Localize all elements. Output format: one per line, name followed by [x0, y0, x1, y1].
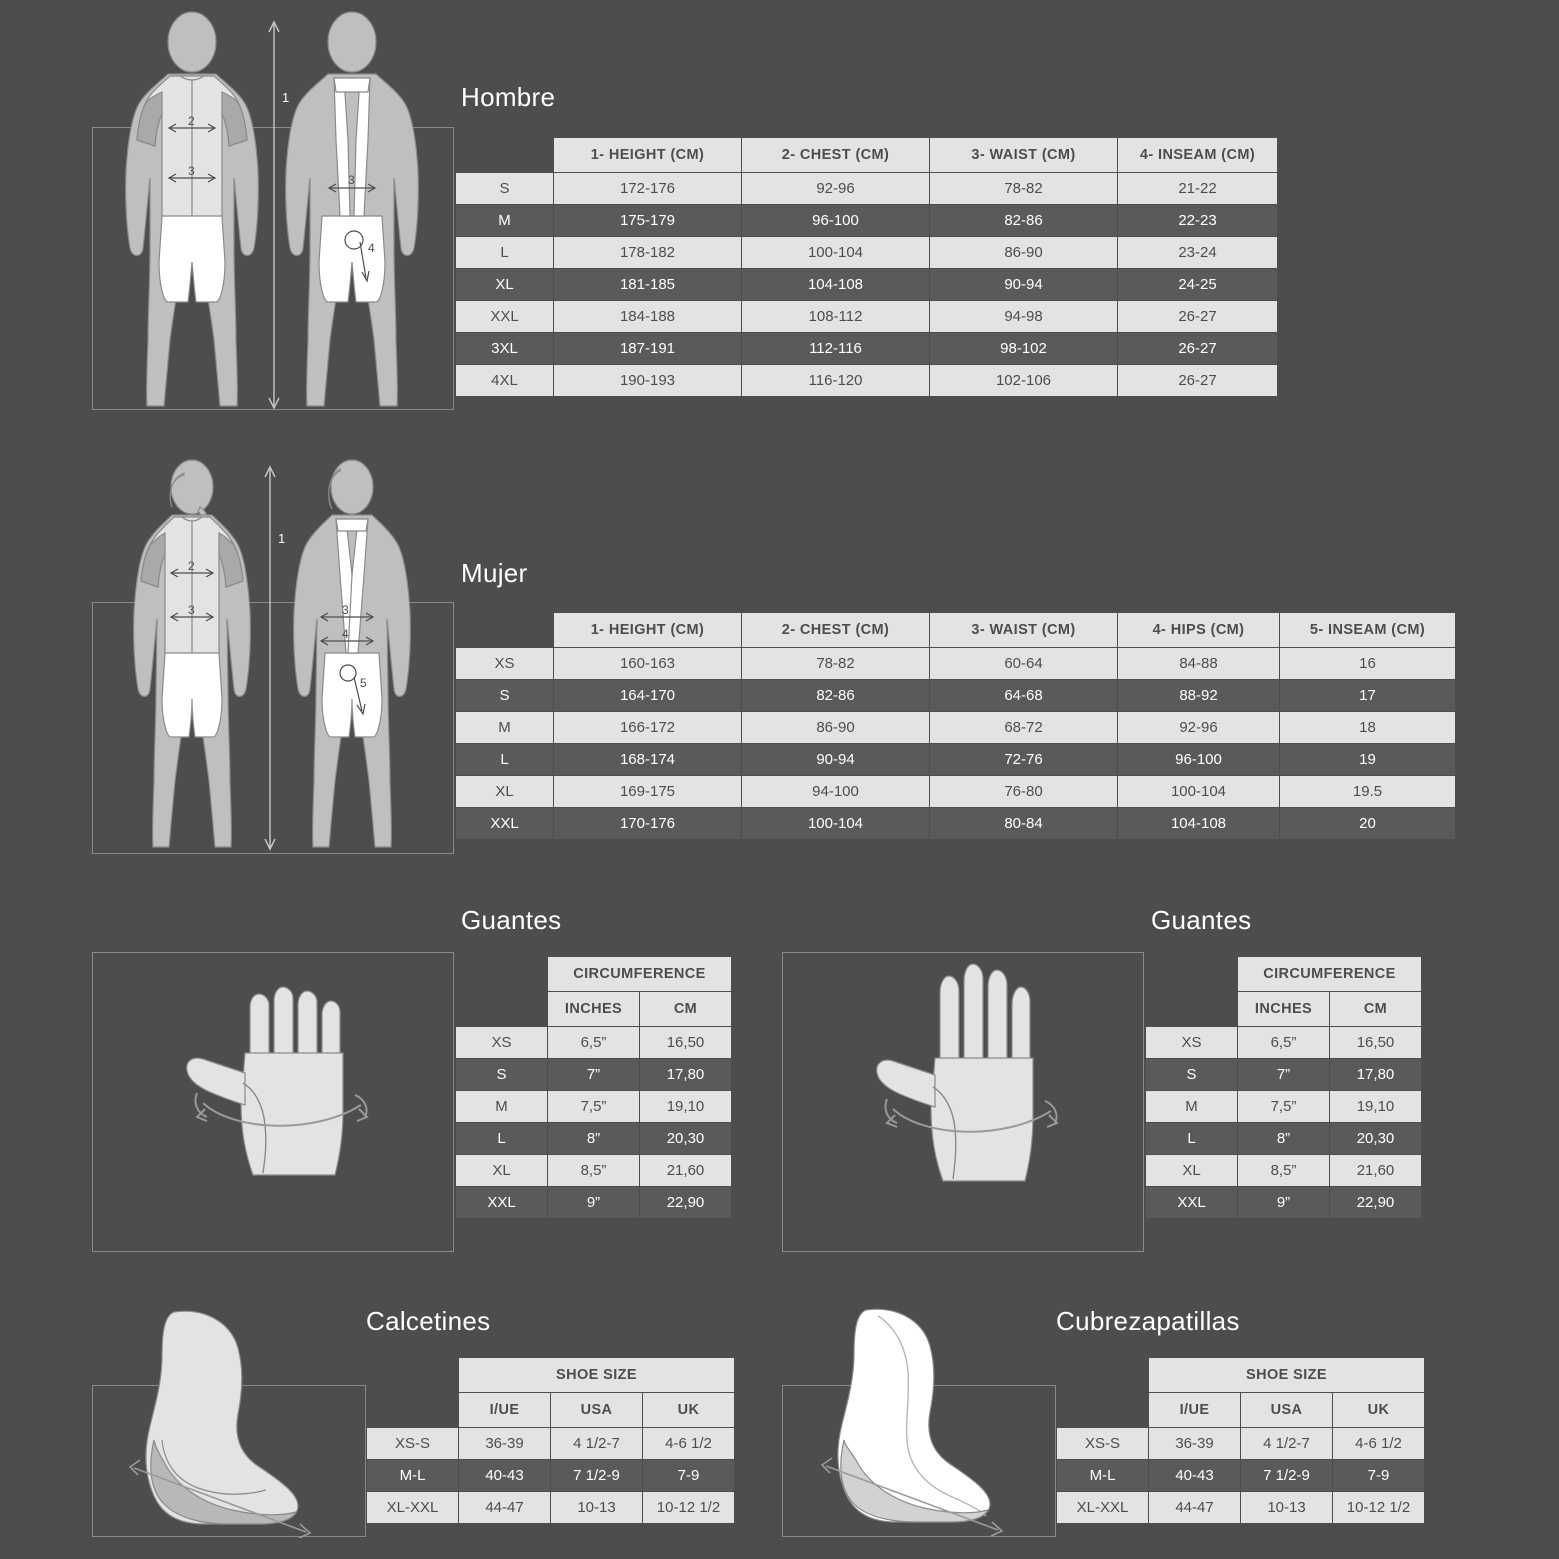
cell-value: 104-108 [1118, 808, 1280, 840]
table-row [456, 1091, 732, 1123]
cell-value: 6,5” [1238, 1027, 1330, 1059]
table-row [456, 744, 1456, 776]
cell-value: 169-175 [554, 776, 742, 808]
cell-value: 160-163 [554, 648, 742, 680]
table-row [1146, 1027, 1422, 1059]
cell-value: 8,5” [1238, 1155, 1330, 1187]
cell-value: 26-27 [1118, 333, 1278, 365]
guantes-right-size-table [1145, 956, 1422, 1219]
cell-value: 20 [1280, 808, 1456, 840]
cell-value: 175-179 [554, 205, 742, 237]
corner-cell [367, 1393, 459, 1428]
column-header: 2- CHEST (CM) [742, 138, 930, 173]
cell-value: 16 [1280, 648, 1456, 680]
table-row [367, 1492, 735, 1524]
short-glove-illustration [93, 953, 453, 1251]
column-header: 1- HEIGHT (CM) [554, 613, 742, 648]
table-row [456, 1059, 732, 1091]
svg-text:1: 1 [278, 531, 286, 546]
cell-value: 20,30 [1330, 1123, 1422, 1155]
table-group-header-row [367, 1358, 735, 1393]
svg-text:3: 3 [348, 173, 355, 187]
table-header-row [1146, 992, 1422, 1027]
svg-text:3: 3 [188, 603, 195, 617]
size-label: L [456, 744, 554, 776]
table-row [456, 205, 1278, 237]
column-header: USA [1241, 1393, 1333, 1428]
column-header: 4- INSEAM (CM) [1118, 138, 1278, 173]
cell-value: 100-104 [1118, 776, 1280, 808]
table-row [456, 269, 1278, 301]
cell-value: 7,5” [548, 1091, 640, 1123]
cell-value: 166-172 [554, 712, 742, 744]
column-header: 5- INSEAM (CM) [1280, 613, 1456, 648]
guantes-left-size-table [455, 956, 732, 1219]
cell-value: 88-92 [1118, 680, 1280, 712]
cell-value: 4 1/2-7 [1241, 1428, 1333, 1460]
cell-value: 23-24 [1118, 237, 1278, 269]
cell-value: 8” [1238, 1123, 1330, 1155]
table-row [456, 301, 1278, 333]
table-group-header-row [456, 957, 732, 992]
cell-value: 21,60 [640, 1155, 732, 1187]
cell-value: 184-188 [554, 301, 742, 333]
table-row [367, 1460, 735, 1492]
size-label: S [1146, 1059, 1238, 1091]
column-header: 3- WAIST (CM) [930, 613, 1118, 648]
cell-value: 17,80 [1330, 1059, 1422, 1091]
hombre-section-title: Hombre [461, 82, 556, 112]
table-row [456, 237, 1278, 269]
column-header: 1- HEIGHT (CM) [554, 138, 742, 173]
cell-value: 10-13 [551, 1492, 643, 1524]
size-label: M [456, 712, 554, 744]
cell-value: 164-170 [554, 680, 742, 712]
cell-value: 4-6 1/2 [1333, 1428, 1425, 1460]
guantes-right-section-title: Guantes [1151, 905, 1252, 935]
size-label: XS-S [367, 1428, 459, 1460]
table-row [456, 365, 1278, 397]
cell-value: 19 [1280, 744, 1456, 776]
size-label: M [456, 205, 554, 237]
svg-text:5: 5 [360, 676, 367, 690]
mujer-size-table [455, 612, 1456, 840]
calcetines-section-title: Calcetines [366, 1306, 491, 1336]
mujer-figure-illustration [92, 455, 454, 855]
cell-value: 21-22 [1118, 173, 1278, 205]
cell-value: 10-12 1/2 [1333, 1492, 1425, 1524]
cell-value: 78-82 [930, 173, 1118, 205]
cubrezapatillas-illustration [782, 1290, 1072, 1538]
cell-value: 26-27 [1118, 301, 1278, 333]
calcetines-illustration [92, 1290, 382, 1538]
cell-value: 108-112 [742, 301, 930, 333]
corner-cell [1146, 957, 1238, 992]
svg-text:3: 3 [188, 164, 195, 178]
cell-value: 112-116 [742, 333, 930, 365]
column-header: UK [643, 1393, 735, 1428]
table-row [456, 333, 1278, 365]
size-label: XL [1146, 1155, 1238, 1187]
size-label: XXL [456, 301, 554, 333]
table-row [367, 1428, 735, 1460]
cell-value: 72-76 [930, 744, 1118, 776]
cell-value: 102-106 [930, 365, 1118, 397]
table-row [456, 680, 1456, 712]
table-row [456, 808, 1456, 840]
mujer-section-title: Mujer [461, 558, 528, 588]
table-row [1057, 1492, 1425, 1524]
cell-value: 96-100 [1118, 744, 1280, 776]
cell-value: 18 [1280, 712, 1456, 744]
size-label: S [456, 680, 554, 712]
table-row [1146, 1155, 1422, 1187]
size-label: XL-XXL [1057, 1492, 1149, 1524]
table-row [1057, 1460, 1425, 1492]
cell-value: 100-104 [742, 808, 930, 840]
size-label: 4XL [456, 365, 554, 397]
column-header: I/UE [1149, 1393, 1241, 1428]
cell-value: 172-176 [554, 173, 742, 205]
cell-value: 170-176 [554, 808, 742, 840]
column-header: INCHES [1238, 992, 1330, 1027]
cell-value: 10-12 1/2 [643, 1492, 735, 1524]
cell-value: 16,50 [1330, 1027, 1422, 1059]
cell-value: 40-43 [459, 1460, 551, 1492]
group-header: CIRCUMFERENCE [1238, 957, 1422, 992]
table-header-row [456, 613, 1456, 648]
table-row [1146, 1123, 1422, 1155]
size-label: XS [456, 648, 554, 680]
cell-value: 92-96 [742, 173, 930, 205]
corner-cell [456, 138, 554, 173]
size-label: M-L [367, 1460, 459, 1492]
cell-value: 80-84 [930, 808, 1118, 840]
table-row [456, 1155, 732, 1187]
cell-value: 100-104 [742, 237, 930, 269]
group-header: SHOE SIZE [1149, 1358, 1425, 1393]
cell-value: 78-82 [742, 648, 930, 680]
cell-value: 40-43 [1149, 1460, 1241, 1492]
cell-value: 86-90 [930, 237, 1118, 269]
size-label: XXL [456, 808, 554, 840]
table-header-row [1057, 1393, 1425, 1428]
cell-value: 4 1/2-7 [551, 1428, 643, 1460]
cell-value: 26-27 [1118, 365, 1278, 397]
size-label: M [1146, 1091, 1238, 1123]
size-label: XXL [1146, 1187, 1238, 1219]
cell-value: 4-6 1/2 [643, 1428, 735, 1460]
cell-value: 92-96 [1118, 712, 1280, 744]
hombre-size-table [455, 137, 1278, 397]
cell-value: 21,60 [1330, 1155, 1422, 1187]
cell-value: 187-191 [554, 333, 742, 365]
cell-value: 82-86 [930, 205, 1118, 237]
hombre-figure-illustration [92, 10, 454, 410]
cell-value: 190-193 [554, 365, 742, 397]
cell-value: 90-94 [930, 269, 1118, 301]
size-label: XS [1146, 1027, 1238, 1059]
svg-text:3: 3 [342, 603, 349, 617]
table-header-row [367, 1393, 735, 1428]
cell-value: 36-39 [459, 1428, 551, 1460]
cell-value: 24-25 [1118, 269, 1278, 301]
cell-value: 181-185 [554, 269, 742, 301]
size-label: S [456, 173, 554, 205]
cell-value: 86-90 [742, 712, 930, 744]
size-label: XXL [456, 1187, 548, 1219]
cell-value: 19.5 [1280, 776, 1456, 808]
column-header: UK [1333, 1393, 1425, 1428]
size-label: S [456, 1059, 548, 1091]
column-header: USA [551, 1393, 643, 1428]
cell-value: 7,5” [1238, 1091, 1330, 1123]
cell-value: 8” [548, 1123, 640, 1155]
table-header-row [456, 138, 1278, 173]
table-row [456, 648, 1456, 680]
cell-value: 19,10 [1330, 1091, 1422, 1123]
svg-text:4: 4 [368, 241, 375, 255]
guantes-left-figure-frame [92, 952, 454, 1252]
size-label: XL [456, 269, 554, 301]
table-row [1146, 1059, 1422, 1091]
svg-text:2: 2 [188, 114, 195, 128]
cell-value: 7-9 [643, 1460, 735, 1492]
table-row [456, 776, 1456, 808]
calcetines-size-table [366, 1357, 735, 1524]
column-header: 2- CHEST (CM) [742, 613, 930, 648]
cell-value: 82-86 [742, 680, 930, 712]
cell-value: 178-182 [554, 237, 742, 269]
column-header: CM [640, 992, 732, 1027]
corner-cell [1057, 1358, 1149, 1393]
size-label: XS-S [1057, 1428, 1149, 1460]
cell-value: 10-13 [1241, 1492, 1333, 1524]
cell-value: 7” [548, 1059, 640, 1091]
table-row [1057, 1428, 1425, 1460]
size-label: XS [456, 1027, 548, 1059]
table-row [1146, 1091, 1422, 1123]
cell-value: 36-39 [1149, 1428, 1241, 1460]
guantes-right-figure-frame [782, 952, 1144, 1252]
column-header: CM [1330, 992, 1422, 1027]
table-row [456, 173, 1278, 205]
cell-value: 20,30 [640, 1123, 732, 1155]
size-label: XL-XXL [367, 1492, 459, 1524]
cell-value: 98-102 [930, 333, 1118, 365]
cell-value: 44-47 [459, 1492, 551, 1524]
size-label: M-L [1057, 1460, 1149, 1492]
corner-cell [456, 992, 548, 1027]
cell-value: 7” [1238, 1059, 1330, 1091]
svg-text:4: 4 [342, 627, 349, 641]
cell-value: 7 1/2-9 [551, 1460, 643, 1492]
cell-value: 17 [1280, 680, 1456, 712]
cell-value: 68-72 [930, 712, 1118, 744]
cell-value: 44-47 [1149, 1492, 1241, 1524]
group-header: SHOE SIZE [459, 1358, 735, 1393]
cell-value: 8,5” [548, 1155, 640, 1187]
corner-cell [456, 613, 554, 648]
cell-value: 16,50 [640, 1027, 732, 1059]
guantes-left-section-title: Guantes [461, 905, 562, 935]
cell-value: 19,10 [640, 1091, 732, 1123]
cubrezapatillas-section-title: Cubrezapatillas [1056, 1306, 1240, 1336]
table-group-header-row [1146, 957, 1422, 992]
cell-value: 7 1/2-9 [1241, 1460, 1333, 1492]
size-label: L [456, 237, 554, 269]
cell-value: 6,5” [548, 1027, 640, 1059]
table-row [456, 1027, 732, 1059]
size-label: M [456, 1091, 548, 1123]
cell-value: 22,90 [1330, 1187, 1422, 1219]
size-label: L [1146, 1123, 1238, 1155]
size-label: L [456, 1123, 548, 1155]
svg-text:1: 1 [282, 90, 290, 105]
cell-value: 22,90 [640, 1187, 732, 1219]
cubrezapatillas-size-table [1056, 1357, 1425, 1524]
cell-value: 7-9 [1333, 1460, 1425, 1492]
long-glove-illustration [783, 953, 1143, 1251]
table-row [456, 712, 1456, 744]
column-header: 4- HIPS (CM) [1118, 613, 1280, 648]
corner-cell [1057, 1393, 1149, 1428]
cell-value: 94-100 [742, 776, 930, 808]
cell-value: 60-64 [930, 648, 1118, 680]
table-row [456, 1123, 732, 1155]
corner-cell [367, 1358, 459, 1393]
cell-value: 104-108 [742, 269, 930, 301]
table-header-row [456, 992, 732, 1027]
cell-value: 94-98 [930, 301, 1118, 333]
table-row [1146, 1187, 1422, 1219]
cell-value: 22-23 [1118, 205, 1278, 237]
corner-cell [456, 957, 548, 992]
cell-value: 96-100 [742, 205, 930, 237]
cell-value: 76-80 [930, 776, 1118, 808]
cell-value: 17,80 [640, 1059, 732, 1091]
size-label: XL [456, 1155, 548, 1187]
size-label: 3XL [456, 333, 554, 365]
column-header: I/UE [459, 1393, 551, 1428]
corner-cell [1146, 992, 1238, 1027]
table-group-header-row [1057, 1358, 1425, 1393]
cell-value: 9” [548, 1187, 640, 1219]
cell-value: 90-94 [742, 744, 930, 776]
column-header: INCHES [548, 992, 640, 1027]
table-row [456, 1187, 732, 1219]
cell-value: 116-120 [742, 365, 930, 397]
cell-value: 168-174 [554, 744, 742, 776]
cell-value: 64-68 [930, 680, 1118, 712]
size-label: XL [456, 776, 554, 808]
group-header: CIRCUMFERENCE [548, 957, 732, 992]
cell-value: 84-88 [1118, 648, 1280, 680]
cell-value: 9” [1238, 1187, 1330, 1219]
column-header: 3- WAIST (CM) [930, 138, 1118, 173]
svg-text:2: 2 [188, 559, 195, 573]
